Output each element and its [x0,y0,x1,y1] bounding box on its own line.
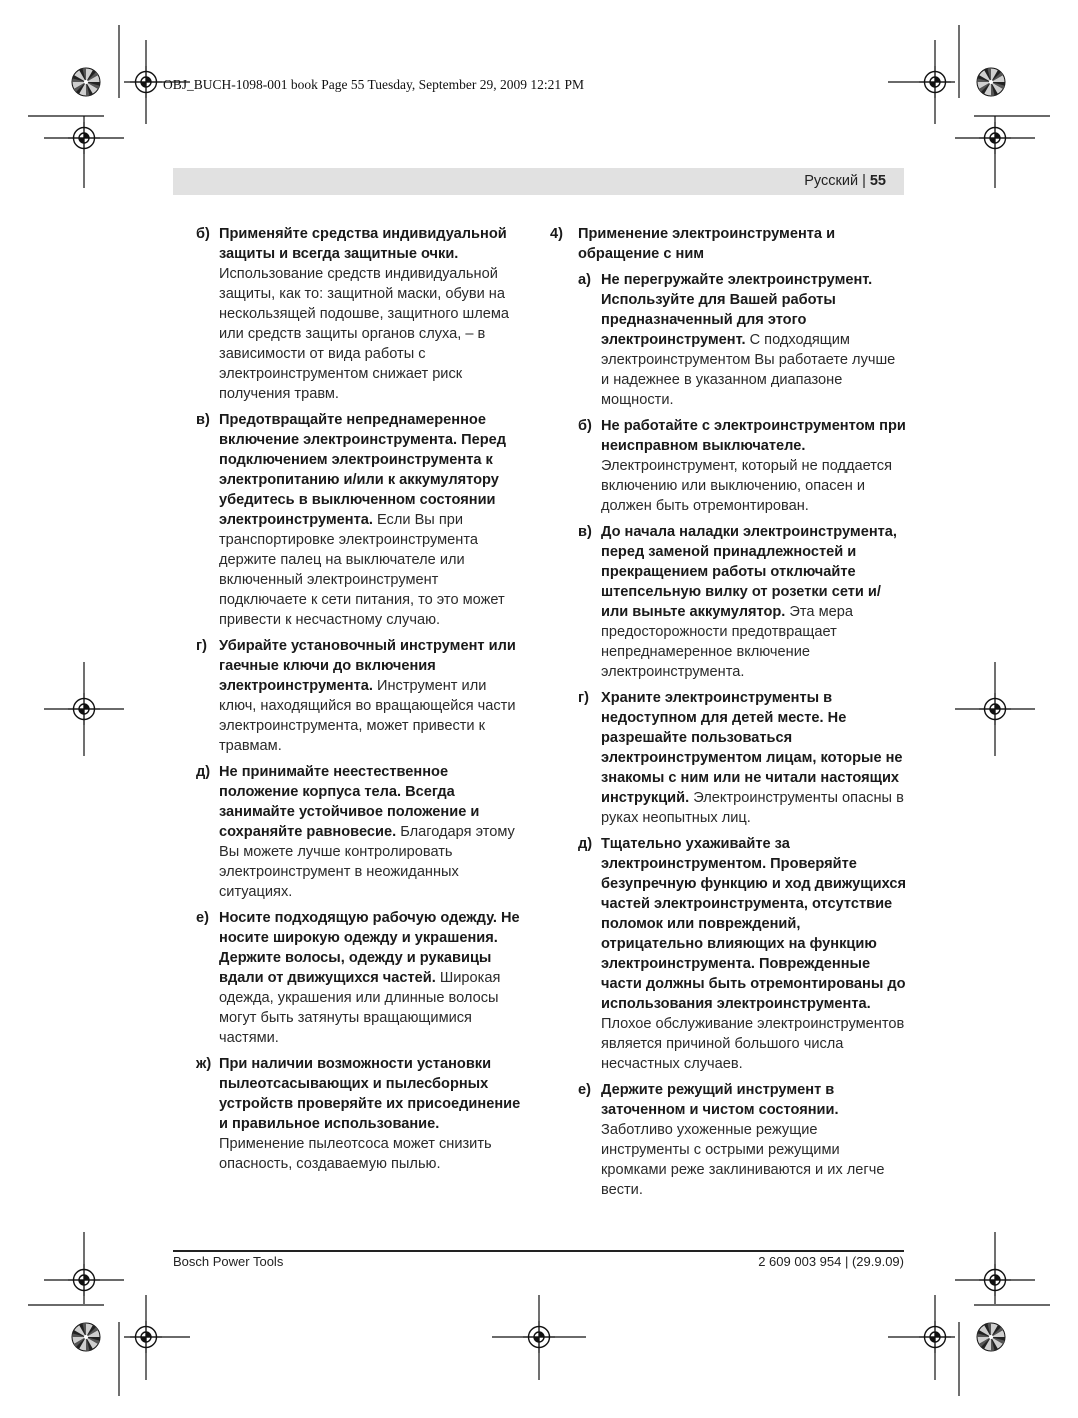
footer-doc-id: 2 609 003 954 | (29.9.09) [758,1254,904,1269]
item-instruction: При наличии возможности установки пылеотсасывающих и пылесборных устройств проверяйте их присоединение и правильное использование. [219,1056,521,1132]
item-label: а) [578,272,591,288]
item-label: б) [578,418,592,434]
item-instruction: Тщательно ухаживайте за электроинструментом. Проверяйте безупречную функцию и ход движущихся частей электроинструмента, отсутствие поломок или повреждений, отрицательно влияющих на функцию электроинструмента. Поврежденные части должны быть отремонтированы до использования электроинструмента. [601,836,906,1012]
item-explanation: Инструмент или ключ, находящийся во вращающейся части электроинструмента, может привести к травмам. [219,678,516,754]
list-item [196,224,526,404]
item-instruction: Не перегружайте электроинструмент. Используйте для Вашей работы предназначенный для этого электроинструмент. [601,272,873,348]
list-item [196,410,526,630]
list-item [578,270,906,410]
list-item [578,416,906,516]
item-instruction: Держите режущий инструмент в заточенном и чистом состоянии. [601,1082,839,1118]
item-explanation: С подходящим электроинструментом Вы работаете лучше и надежнее в указанном диапазоне мощности. [601,332,896,408]
list-item [196,908,526,1048]
section-heading [550,224,906,264]
print-slug: OBJ_BUCH-1098-001 book Page 55 Tuesday, September 29, 2009 12:21 PM [163,77,585,92]
item-instruction: Предотвращайте непреднамеренное включение электроинструмента. Перед подключением электроинструмента к электропитанию и/или к аккумулятору убедитесь в выключенном состоянии электроинструмента. [219,412,507,528]
header-text [804,173,886,189]
item-instruction: Не принимайте неестественное положение корпуса тела. Всегда занимайте устойчивое положение и сохраняйте равновесие. [219,764,480,840]
section-items [578,270,906,1200]
item-explanation: Заботливо ухоженные режущие инструменты с острыми режущими кромками реже заклиниваются и их легче вести. [601,1122,885,1198]
footer-brand: Bosch Power Tools [173,1254,284,1269]
item-label: е) [196,910,209,926]
page-number: 55 [869,173,886,189]
item-explanation: Широкая одежда, украшения или длинные волосы могут быть затянуты вращающимися частями. [219,970,501,1046]
item-instruction: Носите подходящую рабочую одежду. Не носите широкую одежду и украшения. Держите волосы, одежду и рукавицы вдали от движущихся частей. [219,910,520,986]
item-label: е) [578,1082,591,1098]
section-number: 4) [550,226,563,242]
item-instruction: Убирайте установочный инструмент или гаечные ключи до включения электроинструмента. [219,638,516,694]
header-language: Русский [804,173,859,189]
item-explanation: Благодаря этому Вы можете лучше контролировать электроинструмент в неожиданных ситуациях. [219,824,515,900]
list-item [578,834,906,1074]
list-item [578,1080,906,1200]
item-label: г) [196,638,207,654]
item-label: б) [196,226,210,242]
list-item [578,522,906,682]
item-instruction: Храните электроинструменты в недоступном для детей месте. Не разрешайте пользоваться электроинструментом лицам, которые не знакомы с ним или не читали настоящих инструкций. [601,690,903,806]
right-column [550,224,906,1206]
item-label: в) [196,412,210,428]
item-instruction: Не работайте с электроинструментом при неисправном выключателе. [601,418,906,454]
item-instruction: До начала наладки электроинструмента, перед заменой принадлежностей и прекращением работы отключайте штепсельную вилку от розетки сети и/или выньте аккумулятор. [601,524,897,620]
item-explanation: Электроинструменты опасны в руках неопытных лиц. [601,790,904,826]
item-label: ж) [196,1056,212,1072]
list-item [196,636,526,756]
item-explanation: Использование средств индивидуальной защиты, как то: защитной маски, обуви на нескользящей подошве, защитного шлема или средств защиты органов слуха, – в зависимости от вида работы с электроинструментом снижает риск получения травм. [219,266,510,402]
list-item [196,762,526,902]
footer-rule [173,1250,904,1252]
left-column [196,224,526,1180]
item-explanation: Электроинструмент, который не поддается включению или выключению, опасен и должен быть отремонтирован. [601,458,892,514]
item-label: г) [578,690,589,706]
item-instruction: Применяйте средства индивидуальной защиты и всегда защитные очки. [219,226,507,262]
item-explanation: Если Вы при транспортировке электроинструмента держите палец на выключателе или включенный электроинструмент подключаете к сети питания, то это может привести к несчастному случаю. [219,512,505,628]
item-label: д) [196,764,211,780]
page-header [173,168,904,195]
item-label: д) [578,836,593,852]
list-item [196,1054,526,1174]
section-title: Применение электроинструмента и обращение с ним [578,226,836,262]
item-explanation: Применение пылеотсоса может снизить опасность, создаваемую пылью. [219,1136,492,1172]
header-separator: | [862,173,866,189]
item-label: в) [578,524,592,540]
list-item [578,688,906,828]
item-explanation: Эта мера предосторожности предотвращает непреднамеренное включение электроинструмента. [601,604,853,680]
item-explanation: Плохое обслуживание электроинструментов является причиной большого числа несчастных случаев. [601,1016,905,1072]
